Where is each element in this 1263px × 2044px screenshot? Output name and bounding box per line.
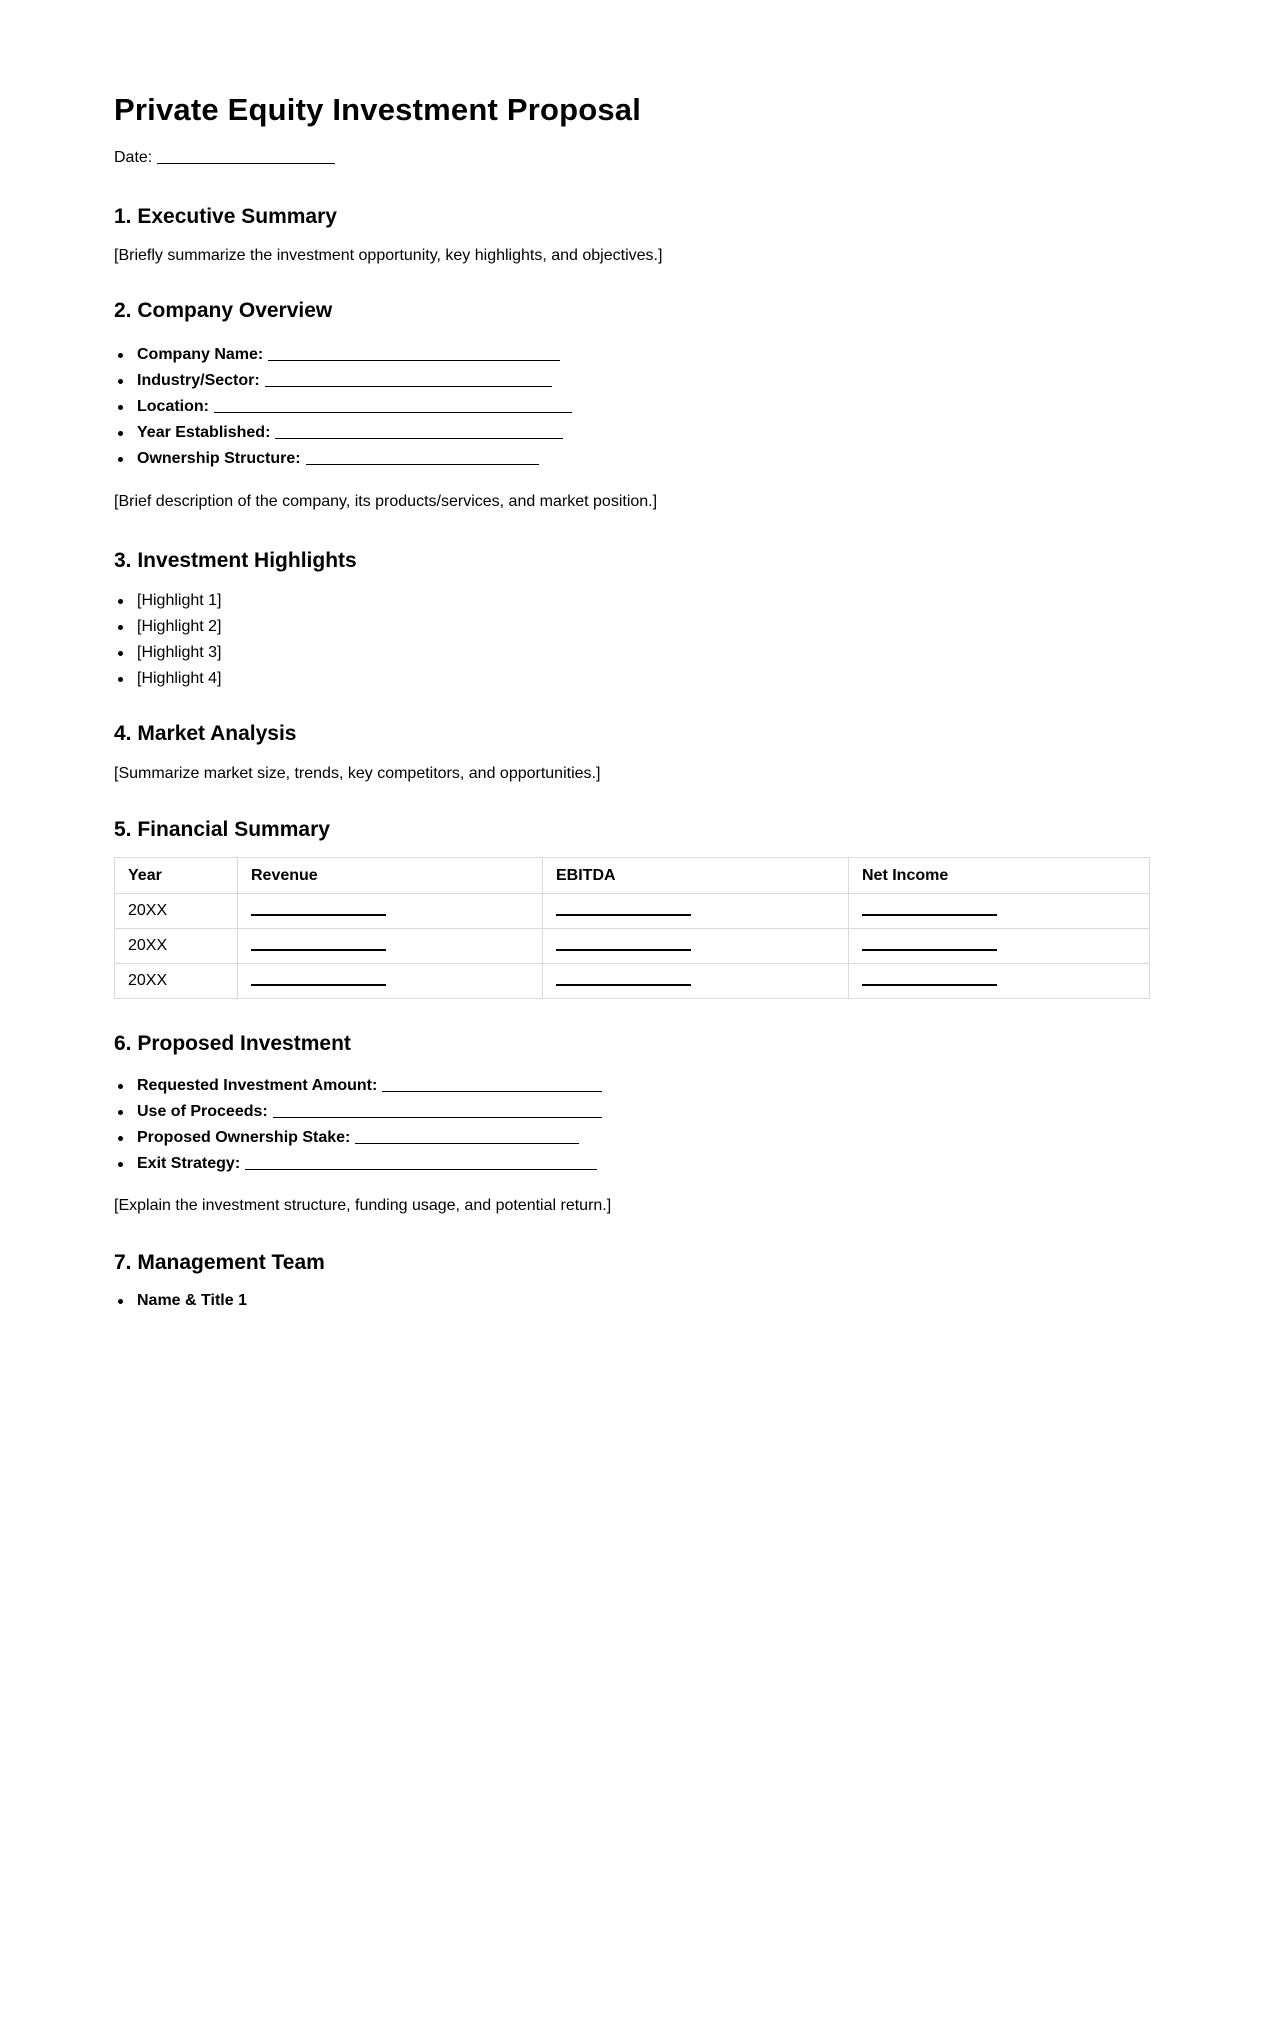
blank-field: [268, 348, 560, 361]
field-label: Name & Title 1: [137, 1292, 247, 1309]
blank-field: [556, 976, 691, 986]
year-cell: 20XX: [115, 964, 238, 999]
blank-field: [245, 1157, 597, 1170]
field-label: Location:: [137, 398, 209, 415]
blank-field: [265, 374, 552, 387]
blank-field: [251, 976, 386, 986]
heading-executive-summary: 1. Executive Summary: [114, 205, 337, 228]
heading-management-team: 7. Management Team: [114, 1251, 325, 1274]
field-label: Company Name:: [137, 346, 264, 363]
table-row: [115, 929, 1150, 964]
highlight-item: [Highlight 4]: [114, 669, 222, 689]
executive-summary-placeholder: [Briefly summarize the investment opportunity, key highlights, and objectives.]: [114, 247, 663, 264]
market-analysis-placeholder: [Summarize market size, trends, key competitors, and opportunities.]: [114, 765, 601, 782]
heading-financial-summary: 5. Financial Summary: [114, 818, 330, 841]
field-name-title-1: [114, 1291, 247, 1311]
column-header-net-income: Net Income: [849, 858, 1150, 894]
date-label: Date:: [114, 149, 153, 166]
highlight-item: [Highlight 1]: [114, 591, 222, 611]
proposed-investment-placeholder: [Explain the investment structure, funding usage, and potential return.]: [114, 1197, 612, 1214]
date-blank-field: [157, 151, 335, 164]
net-income-cell: [849, 929, 1150, 964]
field-industry-sector: [114, 371, 572, 391]
blank-field: [355, 1131, 579, 1144]
blank-field: [862, 941, 997, 951]
blank-field: [862, 976, 997, 986]
highlight-item: [Highlight 2]: [114, 617, 222, 637]
field-label: Use of Proceeds:: [137, 1103, 268, 1120]
field-ownership-structure: [114, 449, 572, 469]
blank-field: [382, 1079, 602, 1092]
net-income-cell: [849, 894, 1150, 929]
net-income-cell: [849, 964, 1150, 999]
date-line: [114, 148, 335, 168]
heading-proposed-investment: 6. Proposed Investment: [114, 1032, 351, 1055]
blank-field: [556, 906, 691, 916]
field-location: [114, 397, 572, 417]
field-company-name: [114, 345, 572, 365]
highlight-item: [Highlight 3]: [114, 643, 222, 663]
investment-highlights-list: [114, 591, 222, 695]
field-label: Exit Strategy:: [137, 1155, 241, 1172]
field-label: Proposed Ownership Stake:: [137, 1129, 351, 1146]
blank-field: [214, 400, 572, 413]
revenue-cell: [238, 894, 543, 929]
column-header-revenue: Revenue: [238, 858, 543, 894]
heading-market-analysis: 4. Market Analysis: [114, 722, 297, 745]
field-requested-investment-amount: [114, 1076, 602, 1096]
field-exit-strategy: [114, 1154, 602, 1174]
blank-field: [273, 1105, 602, 1118]
table-header-row: [115, 858, 1150, 894]
ebitda-cell: [543, 894, 849, 929]
proposed-investment-list: [114, 1076, 602, 1180]
management-team-list: [114, 1291, 247, 1317]
financial-summary-table: [114, 857, 1150, 999]
blank-field: [862, 906, 997, 916]
field-use-of-proceeds: [114, 1102, 602, 1122]
field-label: Requested Investment Amount:: [137, 1077, 378, 1094]
blank-field: [556, 941, 691, 951]
field-label: Ownership Structure:: [137, 450, 301, 467]
ebitda-cell: [543, 929, 849, 964]
table-row: [115, 964, 1150, 999]
column-header-year: Year: [115, 858, 238, 894]
heading-company-overview: 2. Company Overview: [114, 299, 333, 322]
field-label: Industry/Sector:: [137, 372, 260, 389]
year-cell: 20XX: [115, 894, 238, 929]
field-year-established: [114, 423, 572, 443]
heading-investment-highlights: 3. Investment Highlights: [114, 549, 357, 572]
field-label: Year Established:: [137, 424, 271, 441]
revenue-cell: [238, 964, 543, 999]
blank-field: [251, 941, 386, 951]
blank-field: [306, 452, 539, 465]
field-proposed-ownership-stake: [114, 1128, 602, 1148]
table-row: [115, 894, 1150, 929]
document-title: Private Equity Investment Proposal: [114, 92, 642, 127]
blank-field: [251, 906, 386, 916]
company-overview-placeholder: [Brief description of the company, its products/services, and market position.]: [114, 493, 658, 510]
blank-field: [275, 426, 563, 439]
year-cell: 20XX: [115, 929, 238, 964]
revenue-cell: [238, 929, 543, 964]
ebitda-cell: [543, 964, 849, 999]
column-header-ebitda: EBITDA: [543, 858, 849, 894]
company-overview-list: [114, 345, 572, 475]
